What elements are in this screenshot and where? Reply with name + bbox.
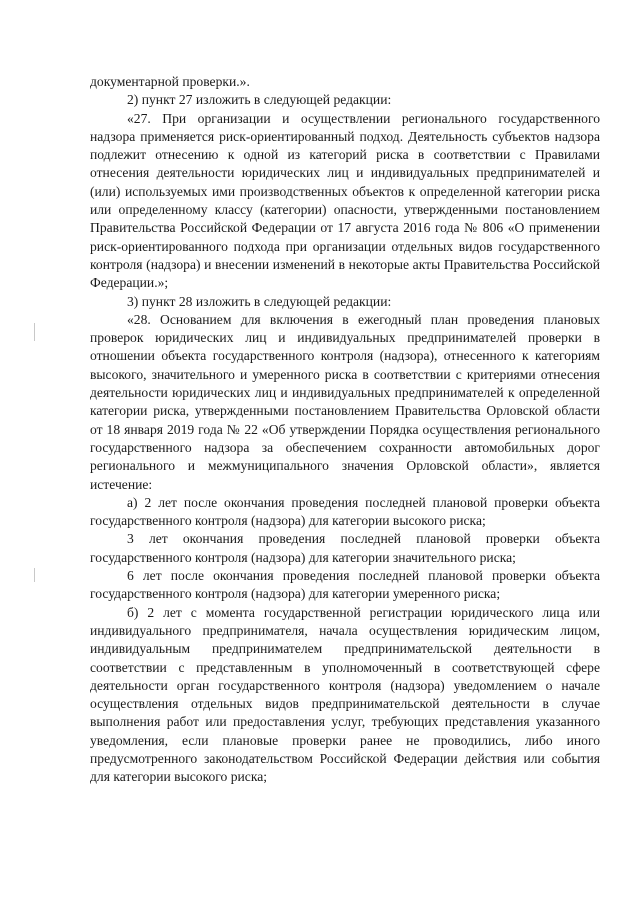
paragraph-subitem-a: а) 2 лет после окончания проведения последней плановой проверки объекта государственного контроля (надзора) для категории высокого риска; bbox=[90, 494, 600, 529]
paragraph-moderate-risk: 6 лет после окончания проведения последней плановой проверки объекта государственного контроля (надзора) для категории умеренного риска; bbox=[90, 568, 600, 602]
paragraph-item-3: 3) пункт 28 изложить в следующей редакции: bbox=[127, 293, 392, 309]
paragraph-clause-28: «28. Основанием для включения в ежегодный план проведения плановых проверок юридических лиц и индивидуальных предпринимателей проверки в отношении объекта государственного контроля (надзора), отнесенного к категориям высокого, значительного и умеренного риска в соответствии с критериями отнесения деятельности юридических лиц и индивидуальных предпринимателей к определенной категории риска, утвержденными постановлением Правительства Орловской области от 18 января 2019 года № 22 «Об утверждении Порядка осуществления регионального государственного надзора за обеспечением сохранности автомобильных дорог регионального и межмуниципального значения Орловской области», является истечение: bbox=[90, 311, 600, 492]
document-body bbox=[90, 73, 600, 787]
paragraph-continuation: документарной проверки.». bbox=[90, 74, 250, 89]
scan-artifact-line-top bbox=[34, 323, 35, 341]
paragraph-item-2: 2) пункт 27 изложить в следующей редакции: bbox=[127, 92, 392, 108]
paragraph-clause-27: «27. При организации и осуществлении регионального государственного надзора применяется риск-ориентированный подход. Деятельность субъектов надзора подлежит отнесению к одной из категорий риска в соответствии с Правилами отнесения деятельности юридических лиц и индивидуальных предпринимателей и (или) используемых ими производственных объектов к определенной категории риска или определенному классу (категории) опасности, утвержденными постановлением Правительства Российской Федерации от 17 августа 2016 года № 806 «О применении риск-ориентированного подхода при организации отдельных видов государственного контроля (надзора) и внесении изменений в некоторые акты Правительства Российской Федерации.»; bbox=[90, 110, 600, 291]
paragraph-subitem-b: б) 2 лет с момента государственной регистрации юридического лица или индивидуального предпринимателя, начала осуществления юридическим лицом, индивидуальным предпринимателем предпринимательской деятельности в соответствии с представленным в уполномоченный в соответствующей сфере деятельности орган государственного контроля (надзора) уведомлением о начале осуществления отдельных видов предпринимательской деятельности в случае выполнения работ или предоставления услуг, требующих представления указанного уведомления, если плановые проверки ранее не проводились, либо иного предусмотренного законодательством Российской Федерации действия или события для категории высокого риска; bbox=[90, 604, 600, 785]
scan-artifact-line-bottom bbox=[34, 568, 35, 582]
paragraph-significant-risk: 3 лет окончания проведения последней плановой проверки объекта государственного контроля (надзора) для категории значительного риска; bbox=[90, 531, 600, 565]
